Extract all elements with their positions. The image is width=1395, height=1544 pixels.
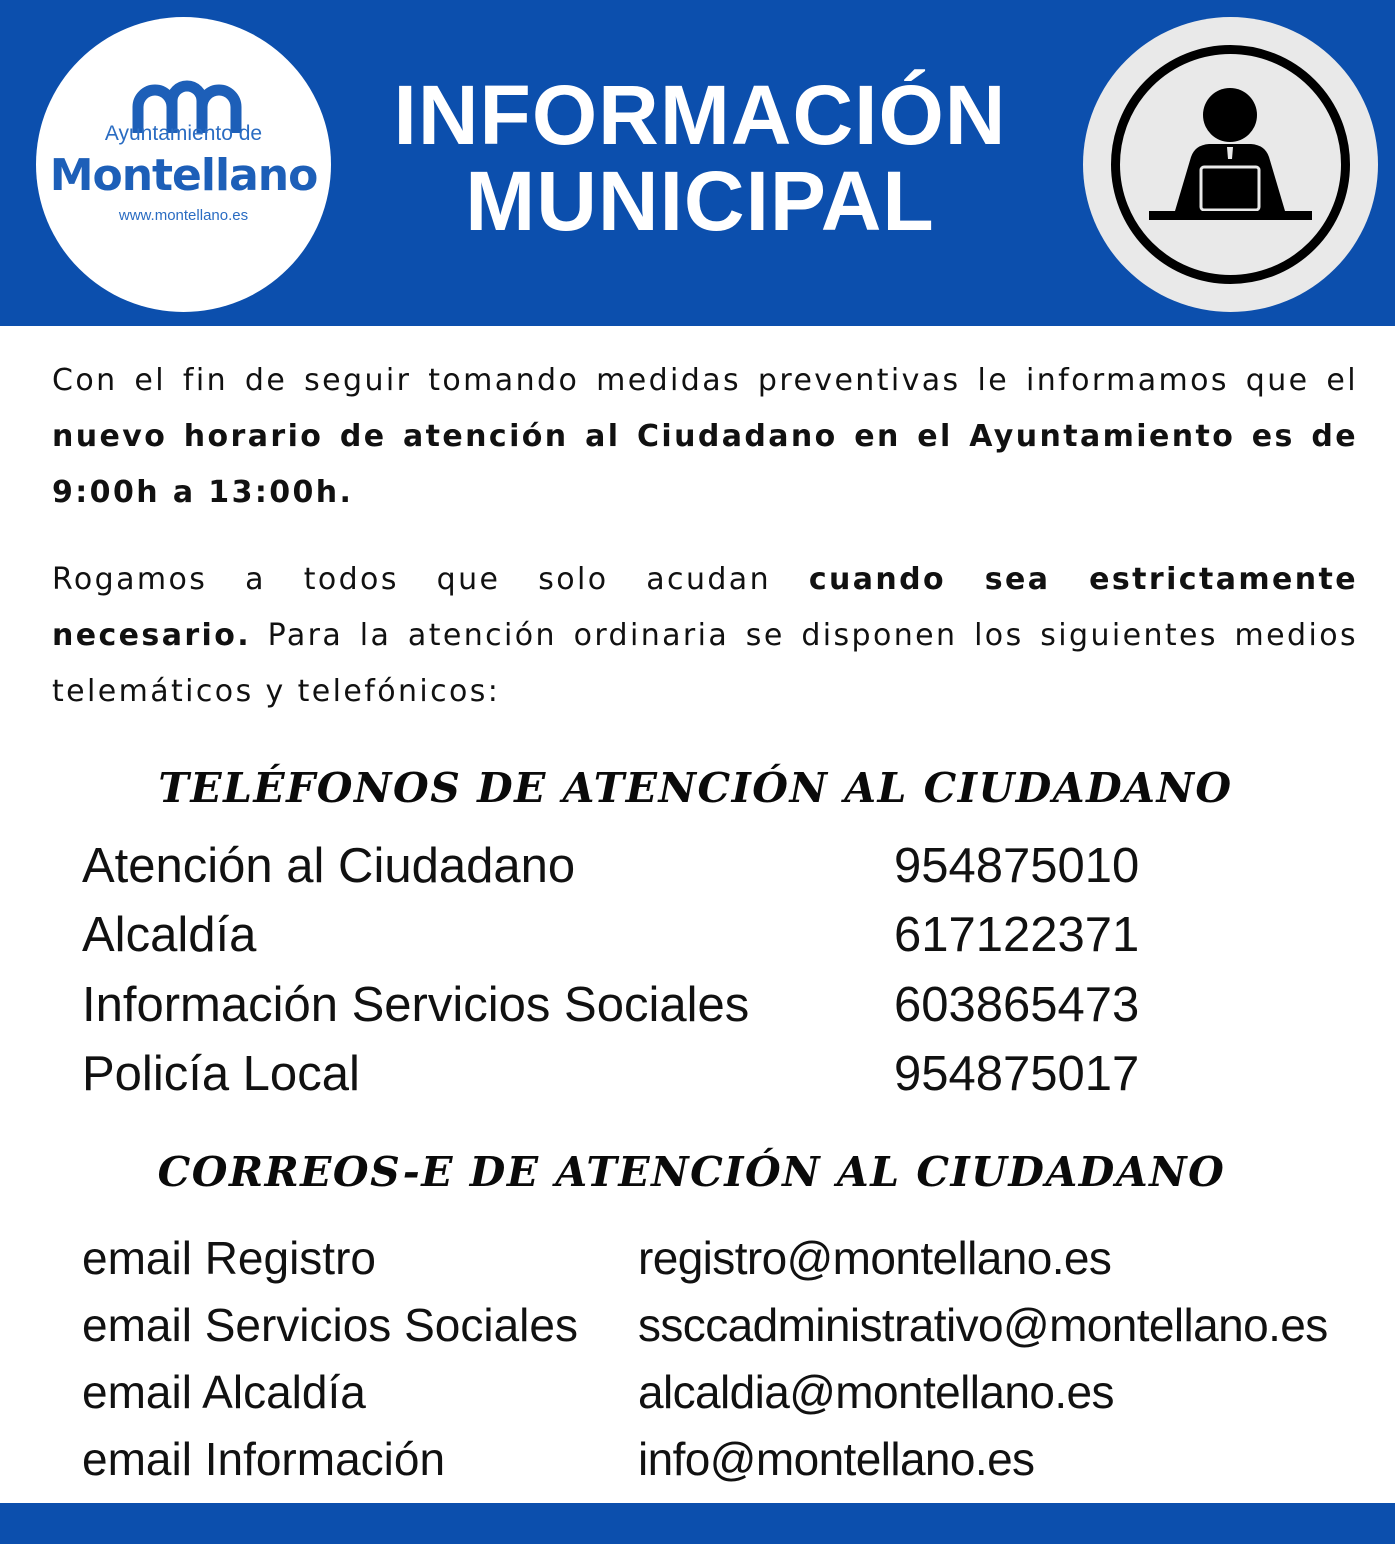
request-highlight-text: cuando sea estrictamente necesario.	[52, 562, 1358, 653]
phone-number[interactable]: 954875010	[894, 839, 1140, 893]
request-outro-text: Para la atención ordinaria se disponen los siguientes medios telemáticos y telefónicos:	[52, 618, 1358, 709]
email-label: email Alcaldía	[82, 1366, 366, 1418]
email-address-link[interactable]: registro@montellano.es	[638, 1232, 1112, 1284]
phone-row	[0, 976, 1395, 1036]
email-label: email Servicios Sociales	[82, 1299, 578, 1351]
email-address-link[interactable]: alcaldia@montellano.es	[638, 1366, 1114, 1418]
email-row	[0, 1430, 1395, 1490]
title-line-2: MUNICIPAL	[465, 154, 935, 248]
person-at-laptop-icon	[1083, 17, 1378, 312]
email-row	[0, 1296, 1395, 1356]
request-paragraph	[52, 552, 1358, 720]
email-row	[0, 1229, 1395, 1289]
logo-town-name: Montellano	[49, 150, 318, 201]
schedule-intro-text: Con el fin de seguir tomando medidas preventivas le informamos que el	[52, 363, 1358, 398]
header-banner	[0, 0, 1395, 326]
phone-label: Información Servicios Sociales	[82, 978, 750, 1032]
phone-row	[0, 1045, 1395, 1105]
email-row	[0, 1363, 1395, 1423]
municipal-logo	[36, 17, 331, 312]
request-intro-text: Rogamos a todos que solo acudan	[52, 562, 809, 597]
email-label: email Registro	[82, 1232, 376, 1284]
footer-bar	[0, 1503, 1395, 1544]
schedule-paragraph	[52, 353, 1358, 521]
title-line-1: INFORMACIÓN	[393, 68, 1007, 162]
logo-website: www.montellano.es	[118, 207, 249, 224]
email-address-link[interactable]: info@montellano.es	[638, 1433, 1035, 1485]
emails-heading: CORREOS-E DE ATENCIÓN AL CIUDADANO	[157, 1148, 1226, 1196]
phone-number[interactable]: 617122371	[894, 908, 1140, 962]
person-at-laptop-icon-graphic	[1083, 17, 1378, 312]
phone-label: Policía Local	[82, 1047, 360, 1101]
phone-row	[0, 837, 1395, 897]
schedule-highlight-text: nuevo horario de atención al Ciudadano en el Ayuntamiento es de 9:00h a 13:00h.	[52, 419, 1358, 510]
email-address-link[interactable]: ssccadministrativo@montellano.es	[638, 1299, 1328, 1351]
email-label: email Información	[82, 1433, 446, 1485]
page-title	[345, 68, 1055, 248]
phone-label: Alcaldía	[82, 908, 257, 962]
logo-subtitle: Ayuntamiento de	[104, 122, 263, 145]
phone-row	[0, 906, 1395, 966]
phone-number[interactable]: 954875017	[894, 1047, 1140, 1101]
phones-heading: TELÉFONOS DE ATENCIÓN AL CIUDADANO	[158, 764, 1233, 812]
phone-number[interactable]: 603865473	[894, 978, 1140, 1032]
phone-label: Atención al Ciudadano	[82, 839, 576, 893]
